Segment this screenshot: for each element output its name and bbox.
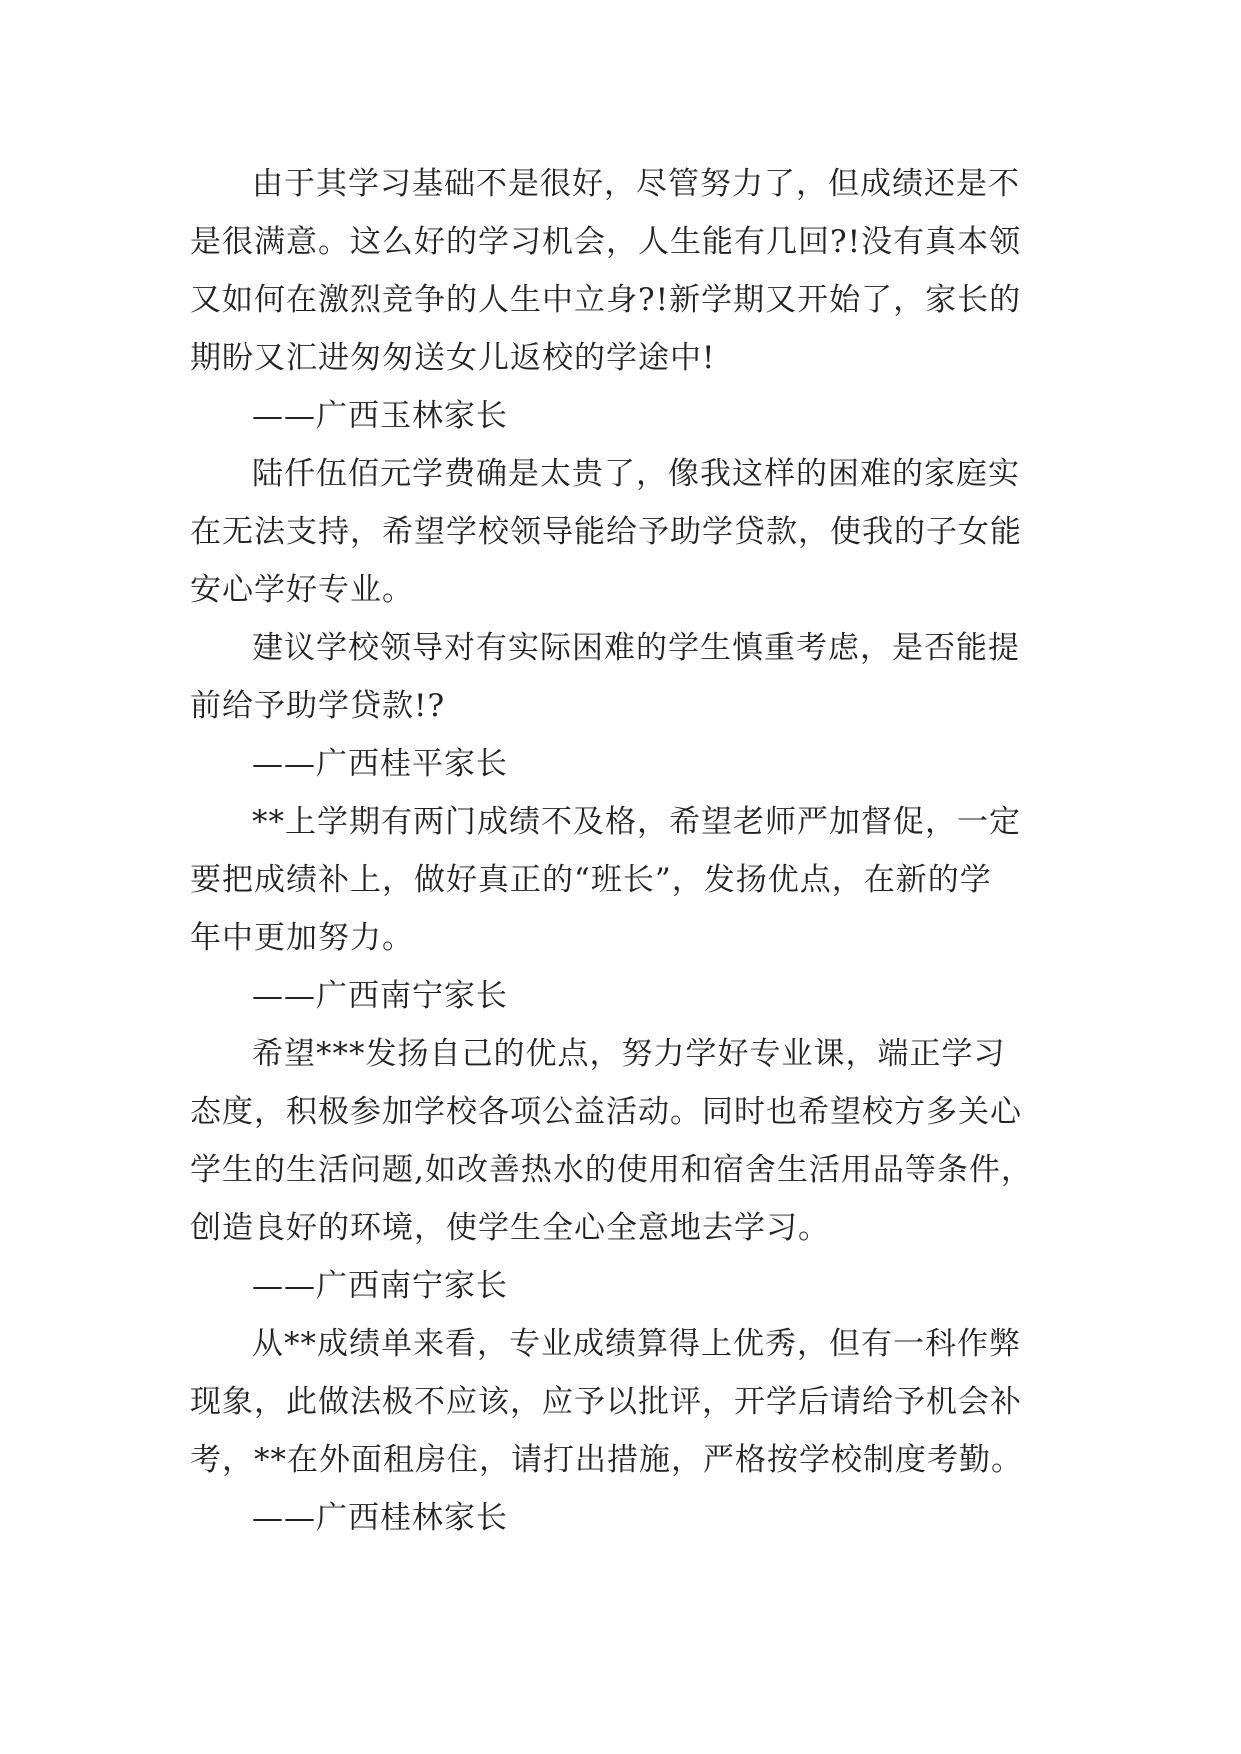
signature-line (190, 1489, 1052, 1547)
signature-line (190, 967, 1052, 1025)
text-line: 要把成绩补上，做好真正的“班长”，发扬优点，在新的学 (190, 862, 992, 898)
text-line: 在无法支持，希望学校领导能给予助学贷款，使我的子女能 (190, 514, 1022, 550)
text-line: 安心学好专业。 (190, 572, 414, 608)
text-line: **上学期有两门成绩不及格，希望老师严加督促，一定 (252, 804, 1021, 840)
signature-line (190, 1257, 1052, 1315)
text-line: 期盼又汇进匆匆送女儿返校的学途中! (190, 340, 716, 376)
text-line: ——广西南宁家长 (252, 1268, 508, 1304)
paragraph (190, 1025, 1052, 1257)
text-line: 由于其学习基础不是很好，尽管努力了，但成绩还是不 (252, 166, 1020, 202)
signature-line (190, 735, 1052, 793)
document-page (190, 155, 1052, 1547)
paragraph (190, 445, 1052, 619)
text-line: 考，**在外面租房住，请打出措施，严格按学校制度考勤。 (190, 1442, 1023, 1478)
text-line: 态度，积极参加学校各项公益活动。同时也希望校方多关心 (190, 1094, 1022, 1130)
text-line: ——广西南宁家长 (252, 978, 508, 1014)
text-line: ——广西桂林家长 (252, 1500, 508, 1536)
text-line: 陆仟伍佰元学费确是太贵了，像我这样的困难的家庭实 (252, 456, 1020, 492)
text-line: 又如何在激烈竞争的人生中立身?!新学期又开始了，家长的 (190, 282, 1022, 318)
text-line: 创造良好的环境，使学生全心全意地去学习。 (190, 1210, 830, 1246)
signature-line (190, 387, 1052, 445)
text-line: 从**成绩单来看，专业成绩算得上优秀，但有一科作弊 (252, 1326, 1021, 1362)
text-line: 现象，此做法极不应该，应予以批评，开学后请给予机会补 (190, 1384, 1022, 1420)
paragraph (190, 155, 1052, 387)
text-line: 建议学校领导对有实际困难的学生慎重考虑，是否能提 (252, 630, 1020, 666)
text-line: 希望***发扬自己的优点，努力学好专业课，端正学习 (252, 1036, 1006, 1072)
text-line: 是很满意。这么好的学习机会，人生能有几回?!没有真本领 (190, 224, 1022, 260)
text-line: 年中更加努力。 (190, 920, 414, 956)
text-line: ——广西桂平家长 (252, 746, 508, 782)
paragraph (190, 793, 1052, 967)
paragraph (190, 1315, 1052, 1489)
text-line: ——广西玉林家长 (252, 398, 508, 434)
text-line: 前给予助学贷款!? (190, 688, 446, 724)
paragraph (190, 619, 1052, 735)
text-line: 学生的生活问题,如改善热水的使用和宿舍生活用品等条件， (190, 1152, 1033, 1188)
